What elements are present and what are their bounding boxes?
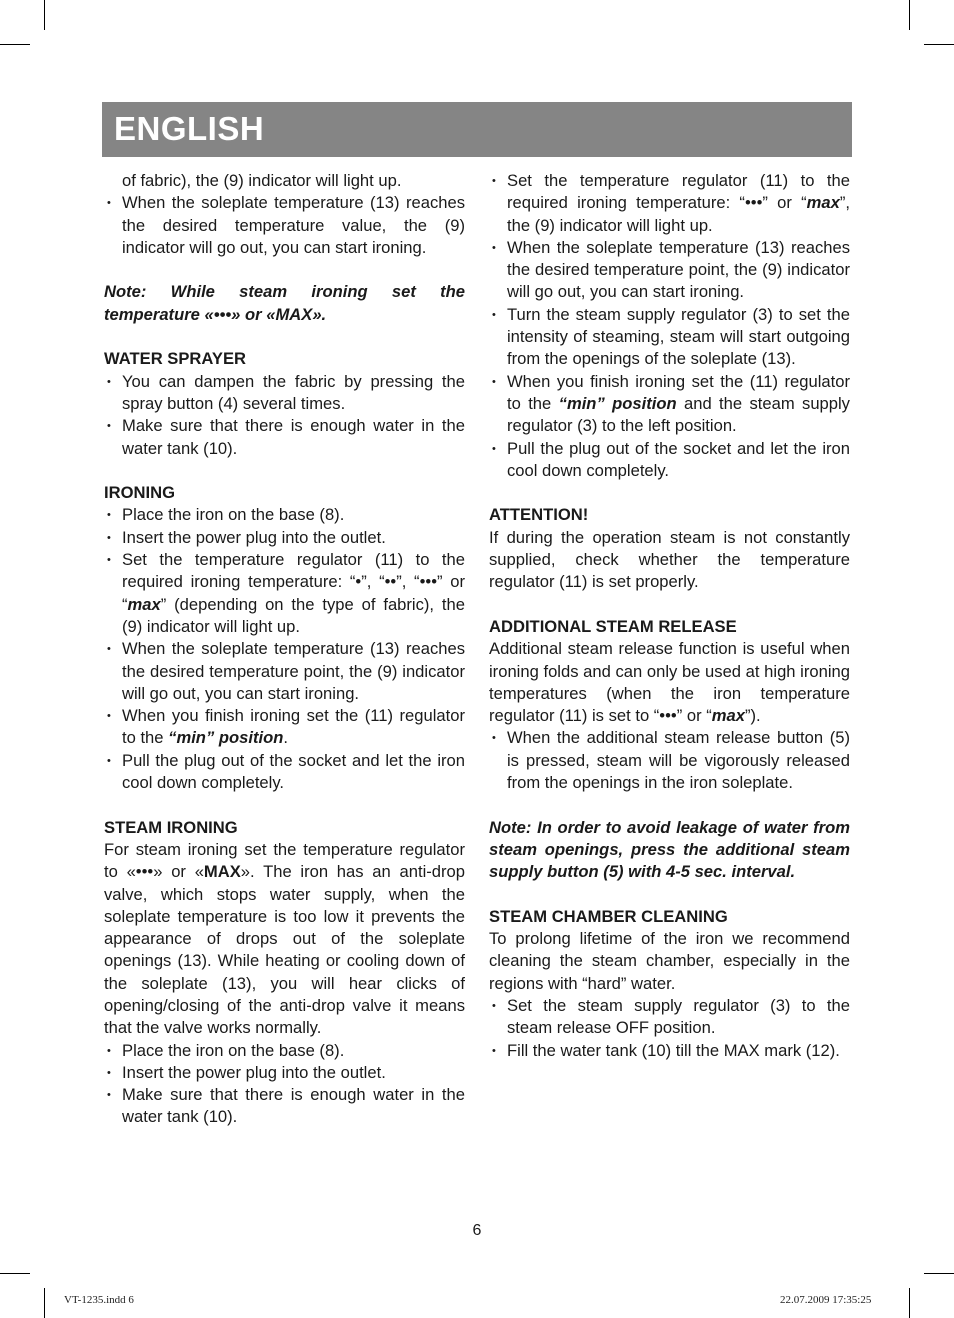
section-heading: WATER SPRAYER bbox=[104, 349, 246, 369]
list-item: • Set the temperature regulator (11) to the required ironing temperature: “•”, “••”, “•••” or “max” (depending on the type of fabric), the (9) indicator will light up. bbox=[104, 549, 465, 638]
list-item: • Place the iron on the base (8). bbox=[104, 504, 465, 526]
language-header-bar bbox=[102, 102, 852, 157]
right-text-column bbox=[489, 170, 850, 1062]
spacer bbox=[104, 794, 465, 816]
list-item: • Fill the water tank (10) till the MAX mark (12). bbox=[489, 1040, 850, 1062]
left-text-column bbox=[104, 170, 465, 1129]
list-item: • When you finish ironing set the (11) regulator to the “min” position and the steam supply regulator (3) to the left position. bbox=[489, 371, 850, 438]
section-heading: STEAM CHAMBER CLEANING bbox=[489, 906, 728, 926]
list-item: • Pull the plug out of the socket and let the iron cool down completely. bbox=[489, 438, 850, 483]
spacer bbox=[104, 460, 465, 482]
spacer bbox=[104, 326, 465, 348]
section-heading: IRONING bbox=[104, 483, 175, 503]
list-item: • Pull the plug out of the socket and let the iron cool down completely. bbox=[104, 750, 465, 795]
crop-mark bbox=[909, 0, 910, 30]
list-item: • When the soleplate temperature (13) reaches the desired temperature point, the (9) indicator will go out, you can start ironing. bbox=[104, 638, 465, 705]
crop-mark bbox=[44, 0, 45, 30]
note-text: Note: In order to avoid leakage of water from steam openings, press the additional steam supply button (5) with 4-5 sec. interval. bbox=[489, 817, 850, 882]
spacer bbox=[489, 794, 850, 816]
list-item: • Insert the power plug into the outlet. bbox=[104, 1062, 465, 1084]
paragraph: Additional steam release function is useful when ironing folds and can only be used at high ironing temperatures (when the iron temperature regulator (11) is set to “•••” or “max”). bbox=[489, 639, 850, 726]
crop-mark bbox=[0, 44, 30, 45]
language-title: ENGLISH bbox=[114, 110, 265, 147]
list-item: • When the soleplate temperature (13) reaches the desired temperature point, the (9) indicator will go out, you can start ironing. bbox=[489, 237, 850, 304]
section-heading: ATTENTION! bbox=[489, 505, 589, 525]
list-item: • Place the iron on the base (8). bbox=[104, 1040, 465, 1062]
paragraph: For steam ironing set the temperature regulator to «•••» or «MAX». The iron has an anti-drop valve, which stops water supply, when the soleplate temperature is too low it prevents the appearance of drops out of the soleplate openings (13). While heating or cooling down of the soleplate (13), you will hear clicks of opening/closing of the anti-drop valve it means that the valve works normally. bbox=[104, 839, 465, 1038]
footer-timestamp: 22.07.2009 17:35:25 bbox=[780, 1294, 872, 1306]
crop-mark bbox=[924, 44, 954, 45]
footer-file-name: VT-1235.indd 6 bbox=[64, 1294, 134, 1306]
list-item: • Make sure that there is enough water in the water tank (10). bbox=[104, 415, 465, 460]
page-number: 6 bbox=[472, 1222, 482, 1239]
paragraph: To prolong lifetime of the iron we recommend cleaning the steam chamber, especially in the regions with “hard” water. bbox=[489, 929, 850, 993]
list-item: • When the additional steam release button (5) is pressed, steam will be vigorously released from the openings in the iron soleplate. bbox=[489, 727, 850, 794]
paragraph: of fabric), the (9) indicator will light up. bbox=[122, 171, 402, 190]
spacer bbox=[489, 594, 850, 616]
list-item: • You can dampen the fabric by pressing the spray button (4) several times. bbox=[104, 371, 465, 416]
spacer bbox=[489, 482, 850, 504]
spacer bbox=[104, 259, 465, 281]
list-item: • Make sure that there is enough water in the water tank (10). bbox=[104, 1084, 465, 1129]
section-heading: STEAM IRONING bbox=[104, 817, 238, 837]
note-text: Note: While steam ironing set the temperature «•••» or «MAX». bbox=[104, 282, 465, 324]
list-item: • When you finish ironing set the (11) regulator to the “min” position. bbox=[104, 705, 465, 750]
list-item: • When the soleplate temperature (13) reaches the desired temperature value, the (9) indicator will go out, you can start ironing. bbox=[104, 192, 465, 259]
list-item: • Turn the steam supply regulator (3) to set the intensity of steaming, steam will start outgoing from the openings of the soleplate (13). bbox=[489, 304, 850, 371]
section-heading: ADDITIONAL STEAM RELEASE bbox=[489, 616, 737, 636]
list-item: • Set the steam supply regulator (3) to the steam release OFF position. bbox=[489, 995, 850, 1040]
crop-mark bbox=[44, 1288, 45, 1318]
crop-mark bbox=[924, 1273, 954, 1274]
crop-mark bbox=[0, 1273, 30, 1274]
list-item: • Insert the power plug into the outlet. bbox=[104, 527, 465, 549]
crop-mark bbox=[909, 1288, 910, 1318]
spacer bbox=[489, 884, 850, 906]
list-item: • Set the temperature regulator (11) to the required ironing temperature: “•••” or “max”, the (9) indicator will light up. bbox=[489, 170, 850, 237]
paragraph: If during the operation steam is not constantly supplied, check whether the temperature regulator (11) is set properly. bbox=[489, 527, 850, 592]
